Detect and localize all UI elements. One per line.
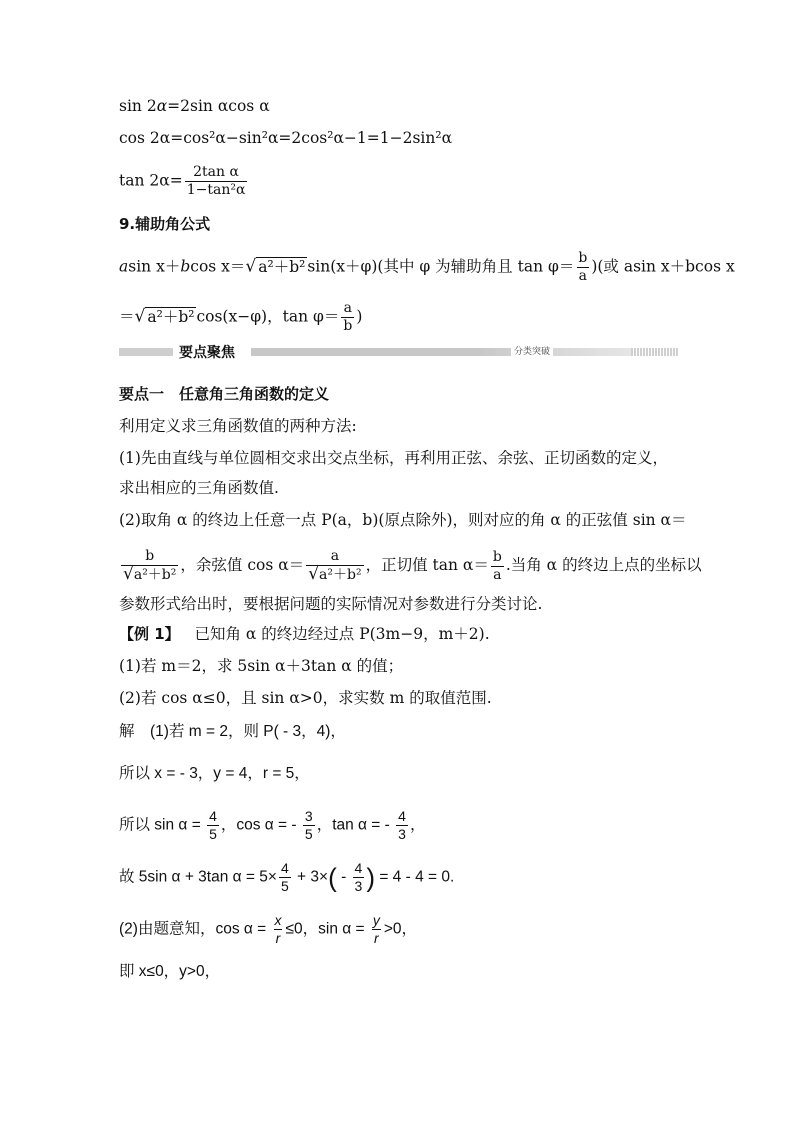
- method2-line3: 参数形式给出时，要根据问题的实际情况对参数进行分类讨论.: [119, 595, 543, 613]
- s3-frac1-num: 4: [209, 808, 217, 824]
- s5-mid: ≤0，sin α =: [285, 920, 369, 938]
- s4-lead: 故 5sin α + 3tan α = 5×: [119, 868, 277, 886]
- s3-tan: ，tan α = -: [316, 816, 395, 834]
- m2-cos-label: ，余弦值 cos α＝: [180, 556, 305, 574]
- s9-cosx: cos x＝: [190, 257, 246, 276]
- s3-frac3: [396, 808, 408, 843]
- solution-line2: 所以 x = - 3，y = 4，r = 5，: [119, 765, 310, 782]
- tan2a-left: tan 2α=: [119, 171, 183, 190]
- left-paren-icon: (: [328, 862, 337, 893]
- s4-plus: + 3×: [292, 868, 329, 886]
- s5-frac1: [273, 912, 284, 947]
- method2-line2: [119, 548, 702, 584]
- solution-line6: 即 x≤0，y>0，: [119, 963, 221, 980]
- s9-sinx: sin x＋: [128, 257, 181, 276]
- formula-sin2a: [119, 96, 270, 116]
- point1-title: 要点一 任意角三角函数的定义: [119, 385, 330, 403]
- m2-frac-tan: [491, 549, 504, 584]
- method1-line2: 求出相应的三角函数值.: [119, 479, 279, 497]
- sin2a-right: =2sin αcos α: [167, 97, 270, 115]
- example1-stem-text: 已知角 α 的终边经过点 P(3m−9，m＋2).: [194, 625, 490, 643]
- s9-b: b: [180, 257, 191, 276]
- s9-or: )(或 asin x＋bcos x: [591, 257, 735, 276]
- sqrt-icon: √: [123, 564, 134, 584]
- m2-frac-cos: [306, 548, 363, 584]
- s9-frac2: [341, 300, 354, 335]
- m2-frac-tan-den: a: [493, 566, 502, 583]
- tan2a-fraction: [185, 164, 248, 199]
- s5-frac1-den: r: [275, 930, 281, 946]
- s3-frac1-den: 5: [209, 826, 217, 842]
- solution-line4: [119, 860, 454, 895]
- s3-frac3-den: 3: [398, 826, 406, 842]
- s3-cos: ，cos α = -: [220, 816, 301, 834]
- s5-frac2: [371, 912, 382, 947]
- s9-frac1-num: b: [578, 250, 588, 266]
- solution-line3: [119, 808, 425, 843]
- m2-frac-sin-den-text: a²＋b²: [133, 567, 177, 583]
- header-bar-end-pattern: [631, 348, 679, 356]
- point1-intro: 利用定义求三角函数值的两种方法:: [119, 417, 357, 435]
- method2-line1: (2)取角 α 的终边上任意一点 P(a，b)(原点除外)，则对应的角 α 的正弦值 sin α＝: [119, 511, 687, 529]
- right-paren-icon: ): [366, 862, 376, 893]
- sqrt-icon: √: [245, 256, 257, 277]
- s3-frac1: [207, 808, 219, 843]
- header-bar-title: 要点聚焦: [179, 345, 235, 361]
- s9-sqrt-content: a²＋b²: [258, 257, 306, 276]
- s9-frac2-num: a: [343, 300, 352, 316]
- s4-frac2-den: 3: [354, 878, 363, 894]
- m2-frac-sin-den: [121, 565, 178, 584]
- s3-frac2-num: 3: [304, 808, 313, 824]
- s5-frac2-den: r: [374, 930, 379, 946]
- s9-sin-phi: sin(x＋φ)(其中 φ 为辅助角且 tan φ＝: [307, 257, 575, 276]
- section9-title: 9.辅助角公式: [119, 215, 211, 233]
- s4-minus: -: [336, 868, 351, 886]
- solution-line1: 解 (1)若 m = 2，则 P( - 3，4)，: [119, 723, 346, 740]
- s3-frac3-num: 4: [398, 808, 406, 824]
- example1-stem: [119, 624, 490, 644]
- s9-frac2-den: b: [343, 318, 353, 334]
- method1-line1: (1)先由直线与单位圆相交求出交点坐标，再利用正弦、余弦、正切函数的定义，: [119, 449, 668, 467]
- m2-frac-sin-num: b: [145, 548, 155, 564]
- s9-eq: ＝: [119, 307, 135, 326]
- m2-tan-label: ，正切值 tan α＝: [365, 556, 489, 574]
- section9-line1: [119, 250, 735, 285]
- m2-frac-tan-num: b: [492, 548, 502, 565]
- s5-frac2-num: y: [372, 912, 380, 928]
- m2-frac-cos-den: [306, 565, 363, 584]
- example1-label: 【例 1】: [119, 625, 180, 643]
- s9-frac1-den: a: [578, 268, 587, 284]
- s3-frac2: [303, 808, 315, 843]
- section-header-bar: [119, 344, 679, 360]
- header-bar-right-stripe: [251, 348, 631, 356]
- s5-frac1-num: x: [274, 912, 282, 928]
- s4-frac2: [353, 860, 365, 895]
- s3-sin: 所以 sin α =: [119, 816, 206, 834]
- sin2a-alpha: α: [156, 97, 168, 115]
- tan2a-numerator: 2tan α: [193, 164, 239, 180]
- m2-frac-sin: [121, 548, 178, 584]
- m2-end: .当角 α 的终边上点的坐标以: [505, 556, 702, 574]
- s9-frac1: [576, 250, 589, 285]
- sin2a-left: sin 2: [119, 97, 157, 115]
- header-bar-left-stripe: [119, 348, 173, 356]
- formula-tan2a: [119, 164, 249, 199]
- cos2a-text: cos 2α=cos²α−sin²α=2cos²α−1=1−2sin²α: [119, 129, 453, 147]
- s9-sqrt2-content: a²＋b²: [147, 307, 195, 326]
- s4-result: = 4 - 4 = 0.: [375, 868, 455, 886]
- s4-frac1: [279, 860, 291, 895]
- sqrt-icon: √: [134, 306, 146, 327]
- s4-frac1-num: 4: [280, 860, 289, 876]
- s4-frac2-num: 4: [354, 860, 363, 876]
- s5-lead: (2)由题意知，cos α =: [119, 920, 271, 938]
- solution-line5: [119, 912, 417, 947]
- example1-q2: (2)若 cos α≤0，且 sin α>0，求实数 m 的取值范围.: [119, 689, 492, 707]
- s9-a: a: [119, 257, 129, 276]
- sqrt-icon: √: [308, 564, 320, 584]
- s3-end: ，: [409, 816, 426, 834]
- s5-end: >0，: [383, 920, 418, 938]
- m2-frac-cos-num: a: [330, 548, 340, 564]
- formula-cos2a: [119, 128, 452, 148]
- s9-cos-phi: cos(x−φ)，tan φ＝: [196, 307, 340, 326]
- header-bar-tag: 分类突破: [511, 344, 553, 357]
- s9-close: ): [356, 307, 363, 326]
- m2-frac-cos-den-text: a²＋b²: [319, 567, 362, 583]
- section9-line2: [119, 300, 362, 335]
- tan2a-denominator: 1−tan²α: [186, 182, 246, 198]
- s4-frac1-den: 5: [280, 878, 289, 894]
- s3-frac2-den: 5: [304, 826, 313, 842]
- example1-q1: (1)若 m＝2，求 5sin α＋3tan α 的值；: [119, 657, 404, 675]
